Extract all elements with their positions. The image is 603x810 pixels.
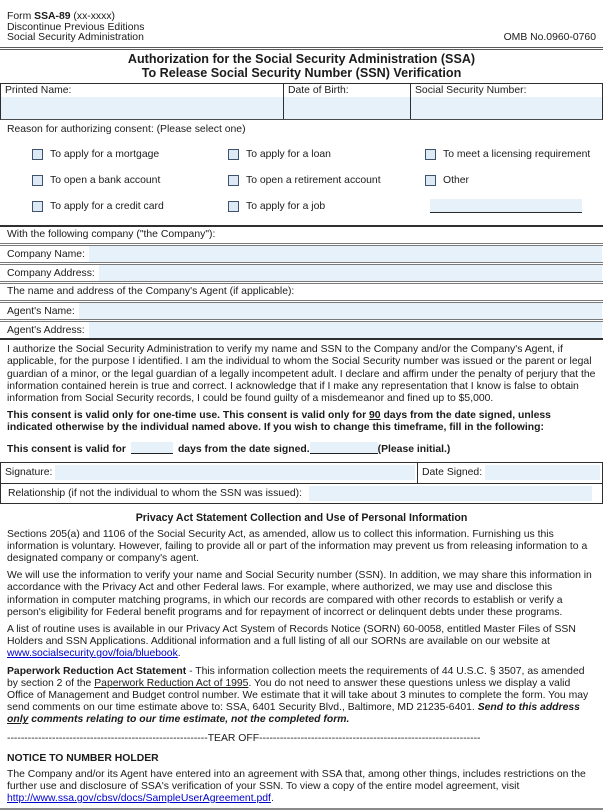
checkbox-job-icon[interactable] — [228, 201, 239, 212]
company-address-input[interactable] — [99, 265, 602, 281]
notice-text: The Company and/or its Agent have entered into an agreement with SSA that, among other things, includes restrictions on the further use and disclosure of SSA's verification of your SSN. To view a copy of the entire model agreement, visit — [7, 768, 586, 792]
header-divider — [0, 47, 603, 50]
reason-label: To open a retirement account — [246, 174, 381, 186]
agent-name-label: Agent's Name: — [7, 305, 75, 317]
ssn-cell — [410, 84, 602, 120]
signature-cell — [1, 463, 418, 483]
form-number-line — [7, 12, 144, 23]
form-title-line2: To Release Social Security Number (SSN) Verification — [141, 66, 462, 81]
reason-option-other[interactable] — [425, 167, 603, 193]
identity-table — [0, 83, 603, 121]
ssn-label: Social Security Number: — [415, 84, 527, 96]
other-reason-cell — [425, 193, 603, 219]
form-prefix: Form — [7, 11, 35, 22]
privacy-paragraph-3-text: A list of routine uses is available in our Privacy Act System of Records Notice (SORN) 60-0058, entitled Master Files of SSN Holders and SSN Applications. Additional information and a full listing of all our SORNs are available on our website at — [7, 623, 576, 648]
printed-name-input[interactable] — [1, 97, 283, 119]
company-address-label: Company Address: — [7, 267, 95, 279]
reason-options-grid — [0, 141, 603, 219]
reason-option-mortgage[interactable] — [32, 141, 228, 167]
relationship-row — [0, 484, 603, 504]
form-number: SSA-89 — [34, 11, 71, 22]
dob-cell — [283, 84, 410, 120]
agent-name-input[interactable] — [79, 303, 602, 319]
checkbox-bank-account-icon[interactable] — [32, 175, 43, 186]
form-edition-note: Discontinue Previous Editions — [7, 21, 145, 33]
checkbox-loan-icon[interactable] — [228, 149, 239, 160]
agent-name-row — [0, 300, 603, 319]
foia-bluebook-link[interactable]: www.socialsecurity.gov/foia/bluebook — [7, 648, 178, 660]
paperwork-notice-italic: Send to this address — [477, 702, 580, 714]
reason-label: To apply for a mortgage — [50, 148, 160, 160]
tear-off-line: ----------------------------------------------------------TEAR OFF---------------------------------------------------------------- — [7, 732, 481, 744]
period: . — [270, 792, 274, 804]
reason-label: To apply for a job — [246, 200, 326, 212]
consent-days-input[interactable] — [131, 442, 173, 454]
form-title — [0, 52, 603, 81]
form-revision: (xx-xxxx) — [70, 11, 115, 22]
reason-option-loan[interactable] — [228, 141, 425, 167]
relationship-input[interactable] — [309, 486, 592, 501]
form-agency: Social Security Administration — [7, 32, 144, 44]
date-signed-cell — [418, 463, 602, 483]
form-header — [0, 12, 603, 44]
reason-heading: Reason for authorizing consent: (Please select one) — [7, 124, 246, 136]
consent-fill-line — [7, 442, 596, 457]
reason-label: To apply for a loan — [246, 148, 331, 160]
dob-input[interactable] — [284, 97, 410, 119]
authorization-paragraph: I authorize the Social Security Administration to verify my name and SSN to the Company and/or the Company's Agent, if applicable, for the purpose I identified. I am the individual to whom the Social Security number was issued or the parent or legal guardian of a minor, or the legal guardian of a legally incompetent adult. I declare and affirm under the penalty of perjury that the information contained herein is true and correct. I acknowledge that if I make any representation that I know is false to obtain information from Social Security records, I could be found guilty of a misdemeanor and fined up to $5,000. — [7, 344, 596, 404]
company-address-row — [0, 262, 603, 281]
privacy-paragraph-1: Sections 205(a) and 1106 of the Social Security Act, as amended, allow us to collect this information. Furnishing us this information is voluntary. However, failing to provide all or part of the information may prevent us from releasing information to a designated company or company's agent. — [7, 528, 588, 564]
checkbox-mortgage-icon[interactable] — [32, 149, 43, 160]
sample-user-agreement-link[interactable]: http://www.ssa.gov/cbsv/docs/SampleUserAgreement.pdf — [7, 792, 271, 804]
company-name-label: Company Name: — [7, 248, 85, 260]
omb-number: OMB No.0960-0760 — [503, 32, 596, 44]
reason-label: To meet a licensing requirement — [443, 148, 591, 160]
date-signed-label: Date Signed: — [422, 467, 483, 479]
agent-address-input[interactable] — [89, 322, 602, 338]
ssn-input[interactable] — [411, 97, 602, 119]
checkbox-retirement-account-icon[interactable] — [228, 175, 239, 186]
consent-validity-paragraph — [7, 410, 596, 434]
paperwork-notice-italic: comments relating to our time estimate, not the completed form. — [28, 714, 350, 726]
consent-line-text: This consent is valid for — [7, 443, 126, 455]
agent-address-row — [0, 319, 603, 338]
consent-initial-input[interactable] — [310, 442, 378, 454]
reason-option-job[interactable] — [228, 193, 425, 219]
reason-label: To apply for a credit card — [50, 200, 164, 212]
paperwork-only-word: only — [7, 714, 29, 726]
notice-paragraph — [7, 769, 596, 806]
consent-90-days: 90 — [369, 410, 381, 422]
reason-option-licensing[interactable] — [425, 141, 603, 167]
consent-text: This consent is valid only for one-time use. This consent is valid only for — [7, 410, 370, 422]
paperwork-text: . You do not need to answer these questions unless we display a valid Office of Management and Budget control number. We estimate that it will take about 3 minutes to complete the form. You may send comments on our time estimate above to: SSA, 6401 Security Blvd., Baltimore, MD 21235-6401. — [7, 677, 589, 714]
reason-option-retirement-account[interactable] — [228, 167, 425, 193]
checkbox-credit-card-icon[interactable] — [32, 201, 43, 212]
form-title-line1: Authorization for the Social Security Administration (SSA) — [127, 51, 476, 66]
company-section — [0, 225, 603, 340]
privacy-paragraph-3 — [7, 624, 596, 661]
privacy-act-heading: Privacy Act Statement Collection and Use of Personal Information — [135, 511, 468, 524]
notice-heading: NOTICE TO NUMBER HOLDER — [7, 752, 159, 764]
agent-section-heading: The name and address of the Company's Agent (if applicable): — [0, 281, 603, 300]
signature-table — [0, 462, 603, 484]
paperwork-act-1995: Paperwork Reduction Act of 1995 — [94, 677, 249, 689]
paperwork-reduction-paragraph — [7, 666, 596, 727]
agent-address-label: Agent's Address: — [7, 324, 85, 336]
reason-option-credit-card[interactable] — [32, 193, 228, 219]
consent-line-text: (Please initial.) — [377, 443, 451, 455]
period: . — [177, 648, 181, 660]
reason-option-bank-account[interactable] — [32, 167, 228, 193]
reason-label: Other — [443, 174, 469, 186]
printed-name-cell — [1, 84, 283, 120]
dob-label: Date of Birth: — [288, 84, 349, 96]
other-reason-input[interactable] — [430, 199, 582, 213]
company-name-row — [0, 243, 603, 262]
reason-label: To open a bank account — [50, 174, 161, 186]
paperwork-heading: Paperwork Reduction Act Statement — [7, 665, 187, 677]
checkbox-other-icon[interactable] — [425, 175, 436, 186]
signature-input[interactable] — [55, 465, 415, 480]
company-section-heading: With the following company ("the Company"): — [7, 229, 216, 241]
signature-label: Signature: — [5, 467, 53, 479]
checkbox-licensing-icon[interactable] — [425, 149, 436, 160]
consent-text: days from the date signed, unless indicated otherwise by the individual named above. If you wish to change this timeframe, fill in the following: — [7, 410, 551, 434]
consent-line-text: days from the date signed. — [177, 443, 310, 455]
company-name-input[interactable] — [89, 246, 602, 262]
relationship-label: Relationship (if not the individual to whom the SSN was issued): — [8, 487, 302, 499]
date-signed-input[interactable] — [485, 465, 600, 480]
privacy-paragraph-2: We will use the information to verify your name and Social Security number (SSN). In addition, we may share this information in accordance with the Privacy Act and other Federal laws. For example, where authorized, we may use and disclose this information in computer matching programs, in which our records are compared with other records to establish or verify a person's eligibility for Federal benefit programs and for repayment of incorrect or delinquent debts under these programs. — [7, 570, 592, 618]
paperwork-text: - This information collection meets the requirements of 44 U.S.C. § 3507, as amended by section 2 of the — [7, 665, 585, 689]
printed-name-label: Printed Name: — [5, 84, 72, 96]
